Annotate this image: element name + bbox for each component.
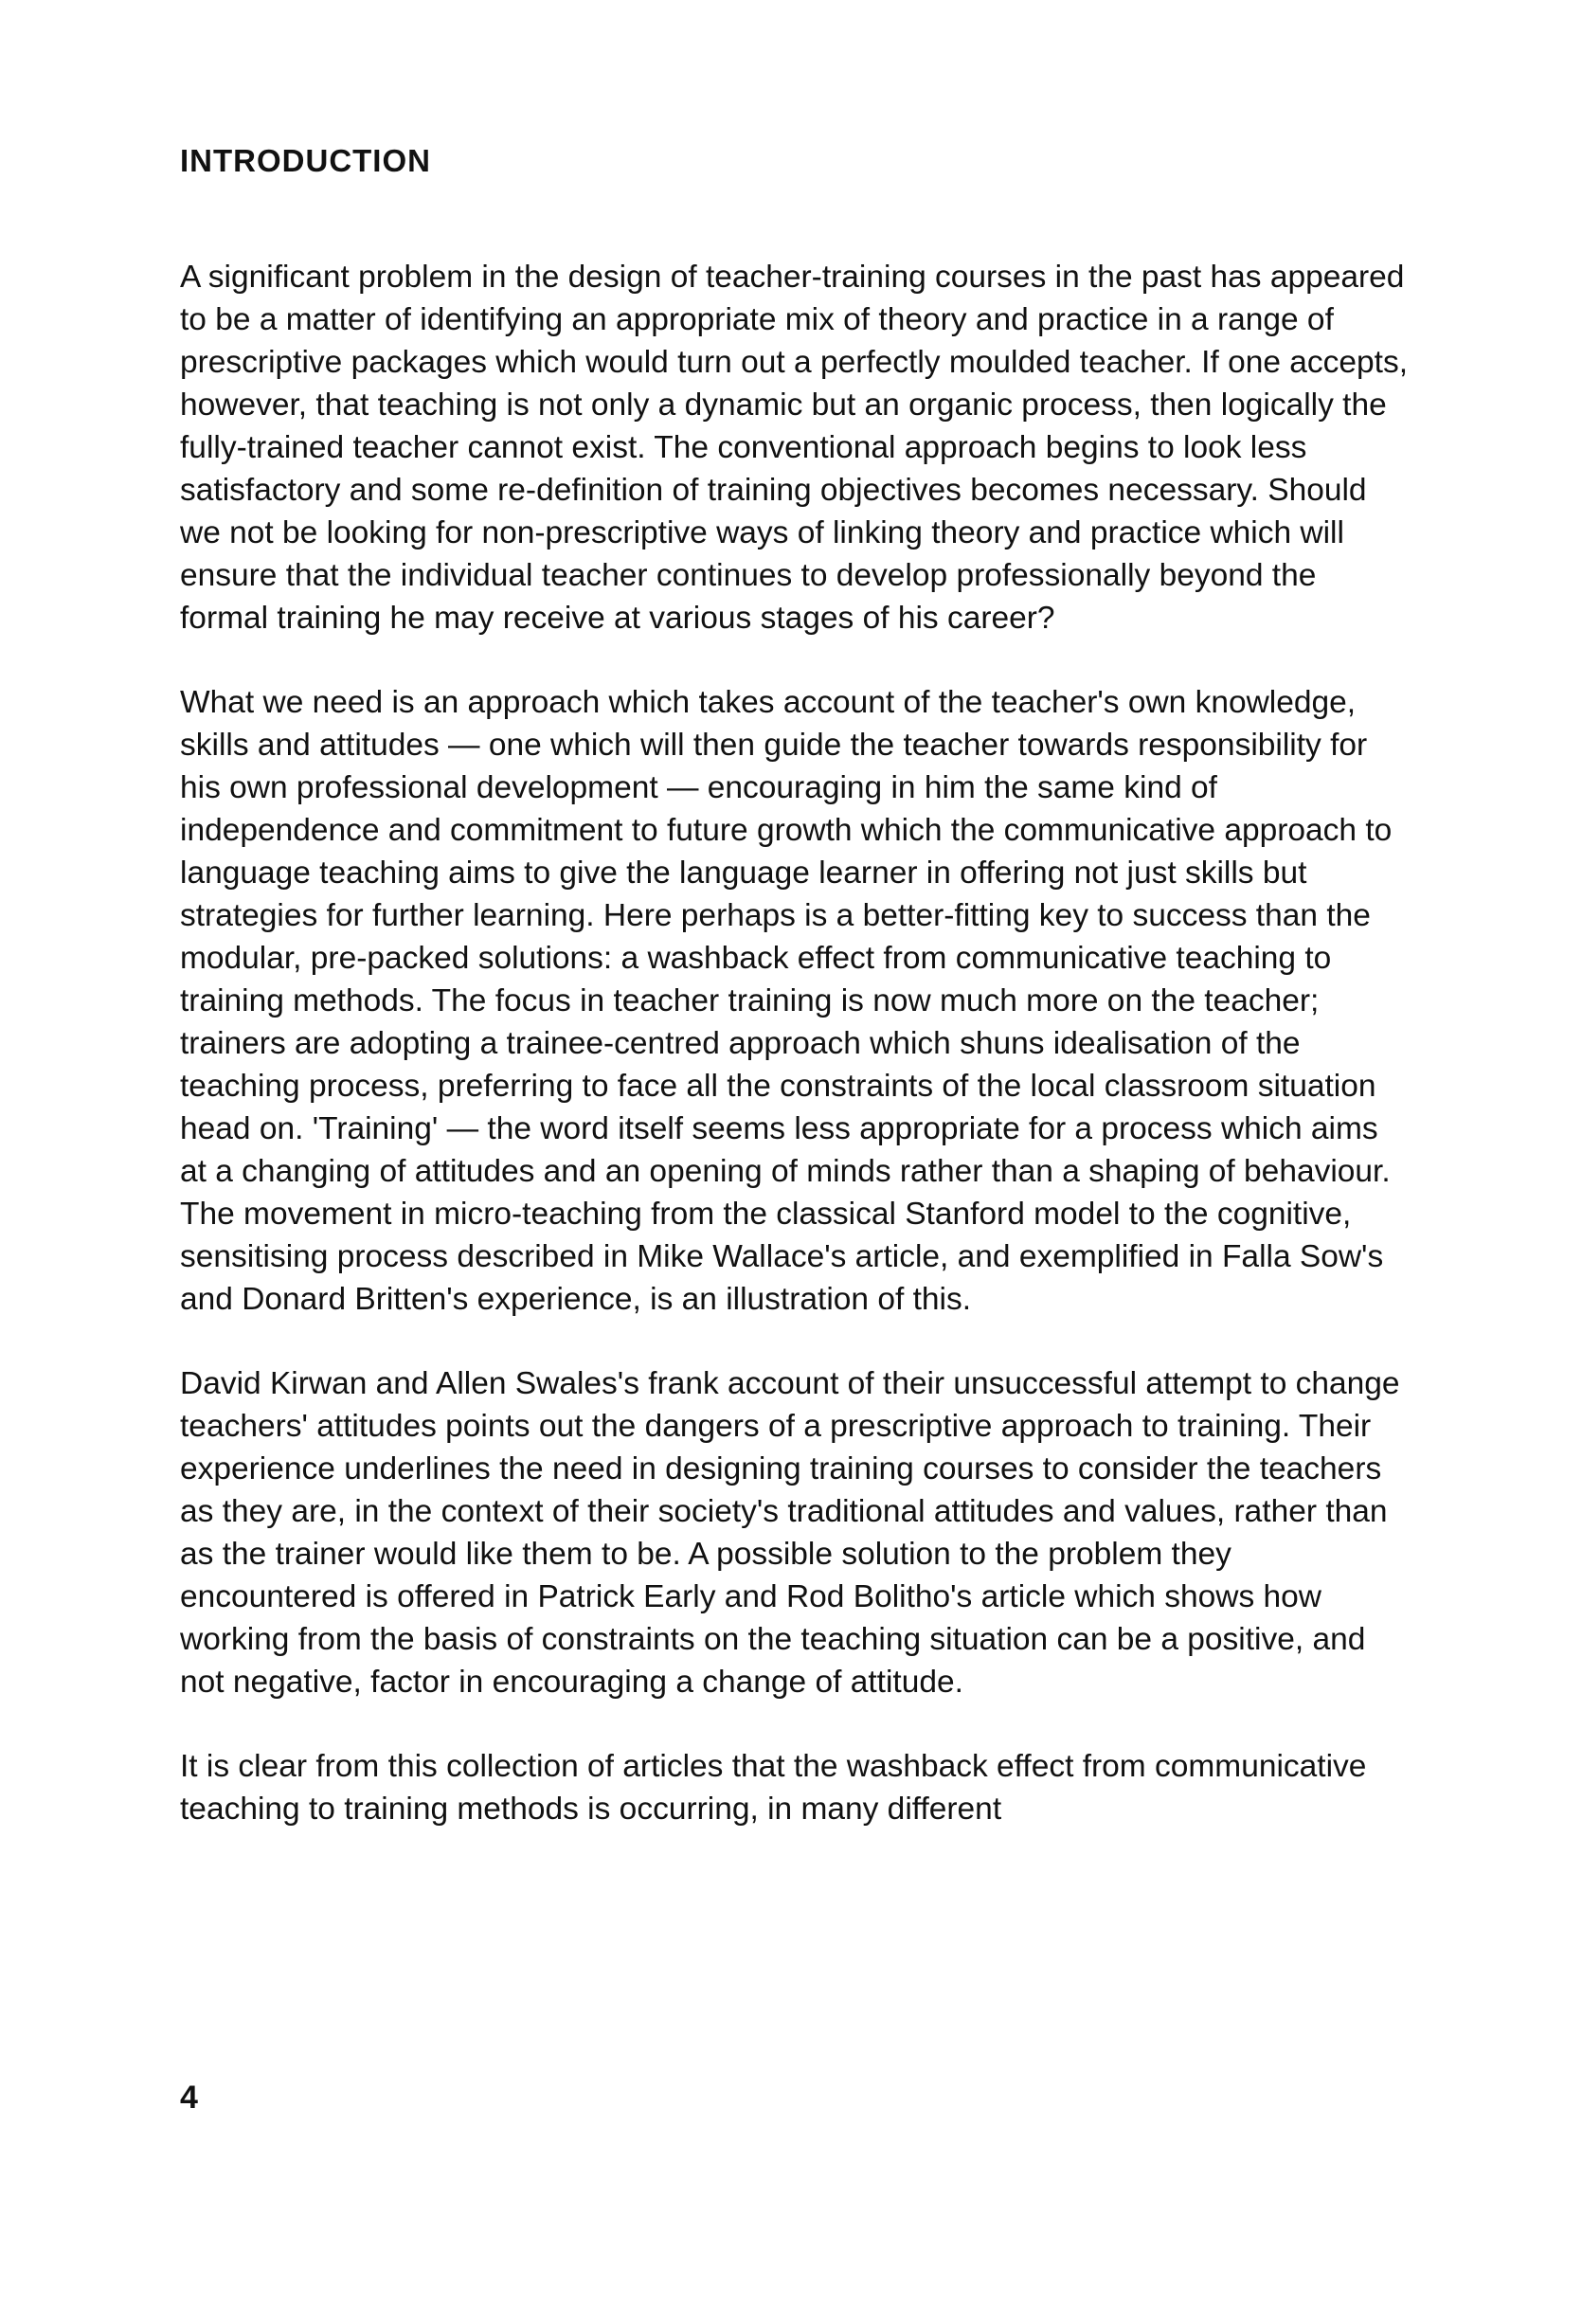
paragraph-1: A significant problem in the design of teacher-training courses in the past has appeared to be a matter of identifying an appropriate mix of theory and practice in a range of prescriptive packages which would turn out a perfectly moulded teacher. If one accepts, however, that teaching is not only a dynamic but an organic process, then logically the fully-trained teacher cannot exist. The conventional approach begins to look less satisfactory and some re-definition of training objectives becomes necessary. Should we not be looking for non-prescriptive ways of linking theory and practice which will ensure that the individual teacher continues to develop professionally beyond the formal training he may receive at various stages of his career? (180, 260, 1409, 636)
paragraph-3: David Kirwan and Allen Swales's frank account of their unsuccessful attempt to change teachers' attitudes points out the dangers of a prescriptive approach to training. Their experience underlines the need in designing training courses to consider the teachers as they are, in the context of their society's traditional attitudes and values, rather than as the trainer would like them to be. A possible solution to the problem they encountered is offered in Patrick Early and Rod Bolitho's article which shows how working from the basis of constraints on the teaching situation can be a positive, and not negative, factor in encouraging a change of attitude. (180, 1366, 1400, 1700)
page-heading: INTRODUCTION (180, 143, 431, 178)
page-number: 4 (180, 2080, 198, 2116)
paragraph-2: What we need is an approach which takes account of the teacher's own knowledge, skills and attitudes — one which will then guide the teacher towards responsibility for his own professional development — encouraging in him the same kind of independence and commitment to future growth which the communicative approach to language teaching aims to give the language learner in offering not just skills but strategies for further learning. Here perhaps is a better-fitting key to success than the modular, pre-packed solutions: a washback effect from communicative teaching to training methods. The focus in teacher training is now much more on the teacher; trainers are adopting a trainee-centred approach which shuns idealisation of the teaching process, preferring to face all the constraints of the local classroom situation head on. 'Training' — the word itself seems less appropriate for a process which aims at a changing of attitudes and an opening of minds rather than a shaping of behaviour. The movement in micro-teaching from the classical Stanford model to the cognitive, sensitising process described in Mike Wallace's article, and exemplified in Falla Sow's and Donard Britten's experience, is an illustration of this. (180, 685, 1393, 1317)
paragraph-4: It is clear from this collection of articles that the washback effect from communicative teaching to training methods is occurring, in many different (180, 1749, 1367, 1827)
page-content (180, 142, 1411, 1872)
